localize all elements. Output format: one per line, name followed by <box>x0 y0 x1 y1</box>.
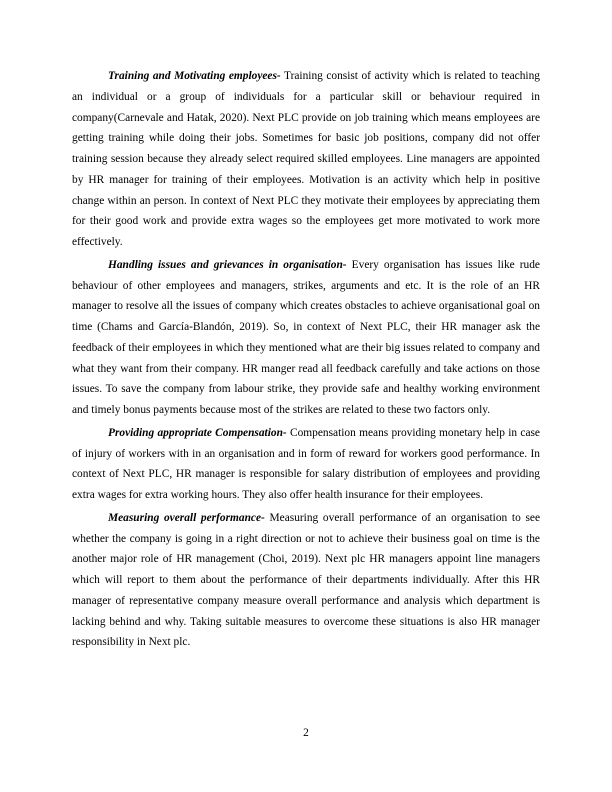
page-number: 2 <box>303 727 309 739</box>
paragraph-measuring-performance <box>72 508 540 653</box>
paragraph-training-motivating <box>72 66 540 253</box>
paragraph-heading: Measuring overall performance- <box>108 511 265 524</box>
paragraph-heading: Providing appropriate Compensation- <box>108 426 287 439</box>
page-body <box>72 66 540 655</box>
paragraph-compensation <box>72 423 540 506</box>
paragraph-text: Training consist of activity which is related to teaching an individual or a group of individuals for a particular skill or behaviour required in company(Carnevale and Hatak, 2020). Next PLC provide on job training which means employees are getting training while doing their jobs. Sometimes for basic job positions, company did not offer training session because they already select required skilled employees. Line managers are appointed by HR manager for training of their employees. Motivation is an activity which help in positive change within an person. In context of Next PLC they motivate their employees by appreciating them for their good work and provide extra wages so the employees get more motivated to work more effectively. <box>72 70 540 248</box>
paragraph-text: Compensation means providing monetary help in case of injury of workers with in an organisation and in form of reward for workers good performance. In context of Next PLC, HR manager is responsible for salary distribution of employees and providing extra wages for extra working hours. They also offer health insurance for their employees. <box>72 426 540 501</box>
paragraph-handling-issues <box>72 255 540 421</box>
paragraph-heading: Handling issues and grievances in organisation- <box>108 258 347 271</box>
paragraph-text: Measuring overall performance of an organisation to see whether the company is going in a right direction or not to achieve their business goal on time is the another major role of HR management (Choi, 2019). Next plc HR managers appoint line managers which will report to them about the performance of their departments individually. After this HR manager of representative company measure overall performance and analysis which department is lacking behind and why. Taking suitable measures to overcome these situations is also HR manager responsibility in Next plc. <box>72 511 540 649</box>
paragraph-heading: Training and Motivating employees- <box>108 70 281 82</box>
paragraph-text: Every organisation has issues like rude behaviour of other employees and managers, strikes, arguments and etc. It is the role of an HR manager to resolve all the issues of company which creates obstacles to achieve organisational goal on time (Chams and García-Blandón, 2019). So, in context of Next PLC, their HR manager ask the feedback of their employees in which they mentioned what are their big issues related to company and what they want from their company. HR manger read all feedback carefully and take actions on those issues. To save the company from labour strike, they provide safe and healthy working environment and timely bonus payments because most of the strikes are related to these two factors only. <box>72 258 540 416</box>
